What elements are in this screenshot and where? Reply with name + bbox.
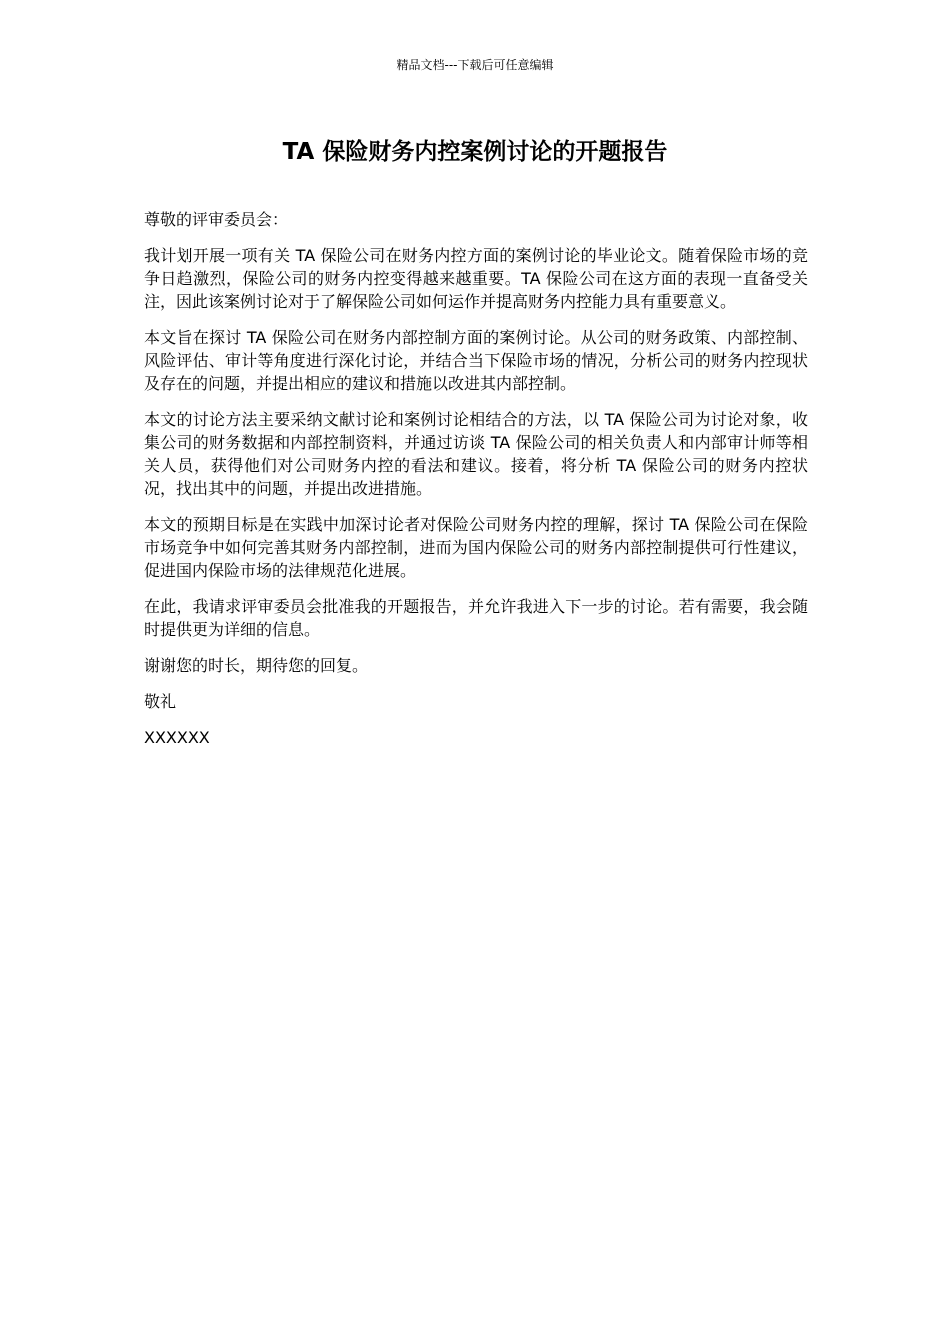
header-note: 精品文档---下载后可任意编辑 [396, 58, 554, 72]
body-paragraph: 我计划开展一项有关 TA 保险公司在财务内控方面的案例讨论的毕业论文。随着保险市场的竞争日趋激烈，保险公司的财务内控变得越来越重要。TA 保险公司在这方面的表现一直备受关注，因此该案例讨论对于了解保险公司如何运作并提高财务内控能力具有重要意义。 [144, 246, 808, 311]
signature: XXXXXX [144, 728, 210, 747]
body-paragraph: 本文的讨论方法主要采纳文献讨论和案例讨论相结合的方法，以 TA 保险公司为讨论对象，收集公司的财务数据和内部控制资料，并通过访谈 TA 保险公司的相关负责人和内部审计师等相关人员，获得他们对公司财务内控的看法和建议。接着，将分析 TA 保险公司的财务内控状况，找出其中的问题，并提出改进措施。 [144, 410, 808, 498]
body-paragraph: 在此，我请求评审委员会批准我的开题报告，并允许我进入下一步的讨论。若有需要，我会随时提供更为详细的信息。 [144, 597, 808, 639]
body-paragraph: 本文的预期目标是在实践中加深讨论者对保险公司财务内控的理解，探讨 TA 保险公司在保险市场竞争中如何完善其财务内部控制，进而为国内保险公司的财务内部控制提供可行性建议，促进国内保险市场的法律规范化进展。 [144, 515, 808, 580]
document-body [144, 208, 808, 762]
document-title: TA 保险财务内控案例讨论的开题报告 [282, 139, 668, 165]
body-paragraph: 本文旨在探讨 TA 保险公司在财务内部控制方面的案例讨论。从公司的财务政策、内部控制、风险评估、审计等角度进行深化讨论，并结合当下保险市场的情况，分析公司的财务内控现状及存在的问题，并提出相应的建议和措施以改进其内部控制。 [144, 328, 808, 393]
salutation: 尊敬的评审委员会： [144, 210, 289, 229]
closing-thanks: 谢谢您的时长，期待您的回复。 [144, 656, 369, 675]
closing-regards: 敬礼 [144, 692, 177, 711]
